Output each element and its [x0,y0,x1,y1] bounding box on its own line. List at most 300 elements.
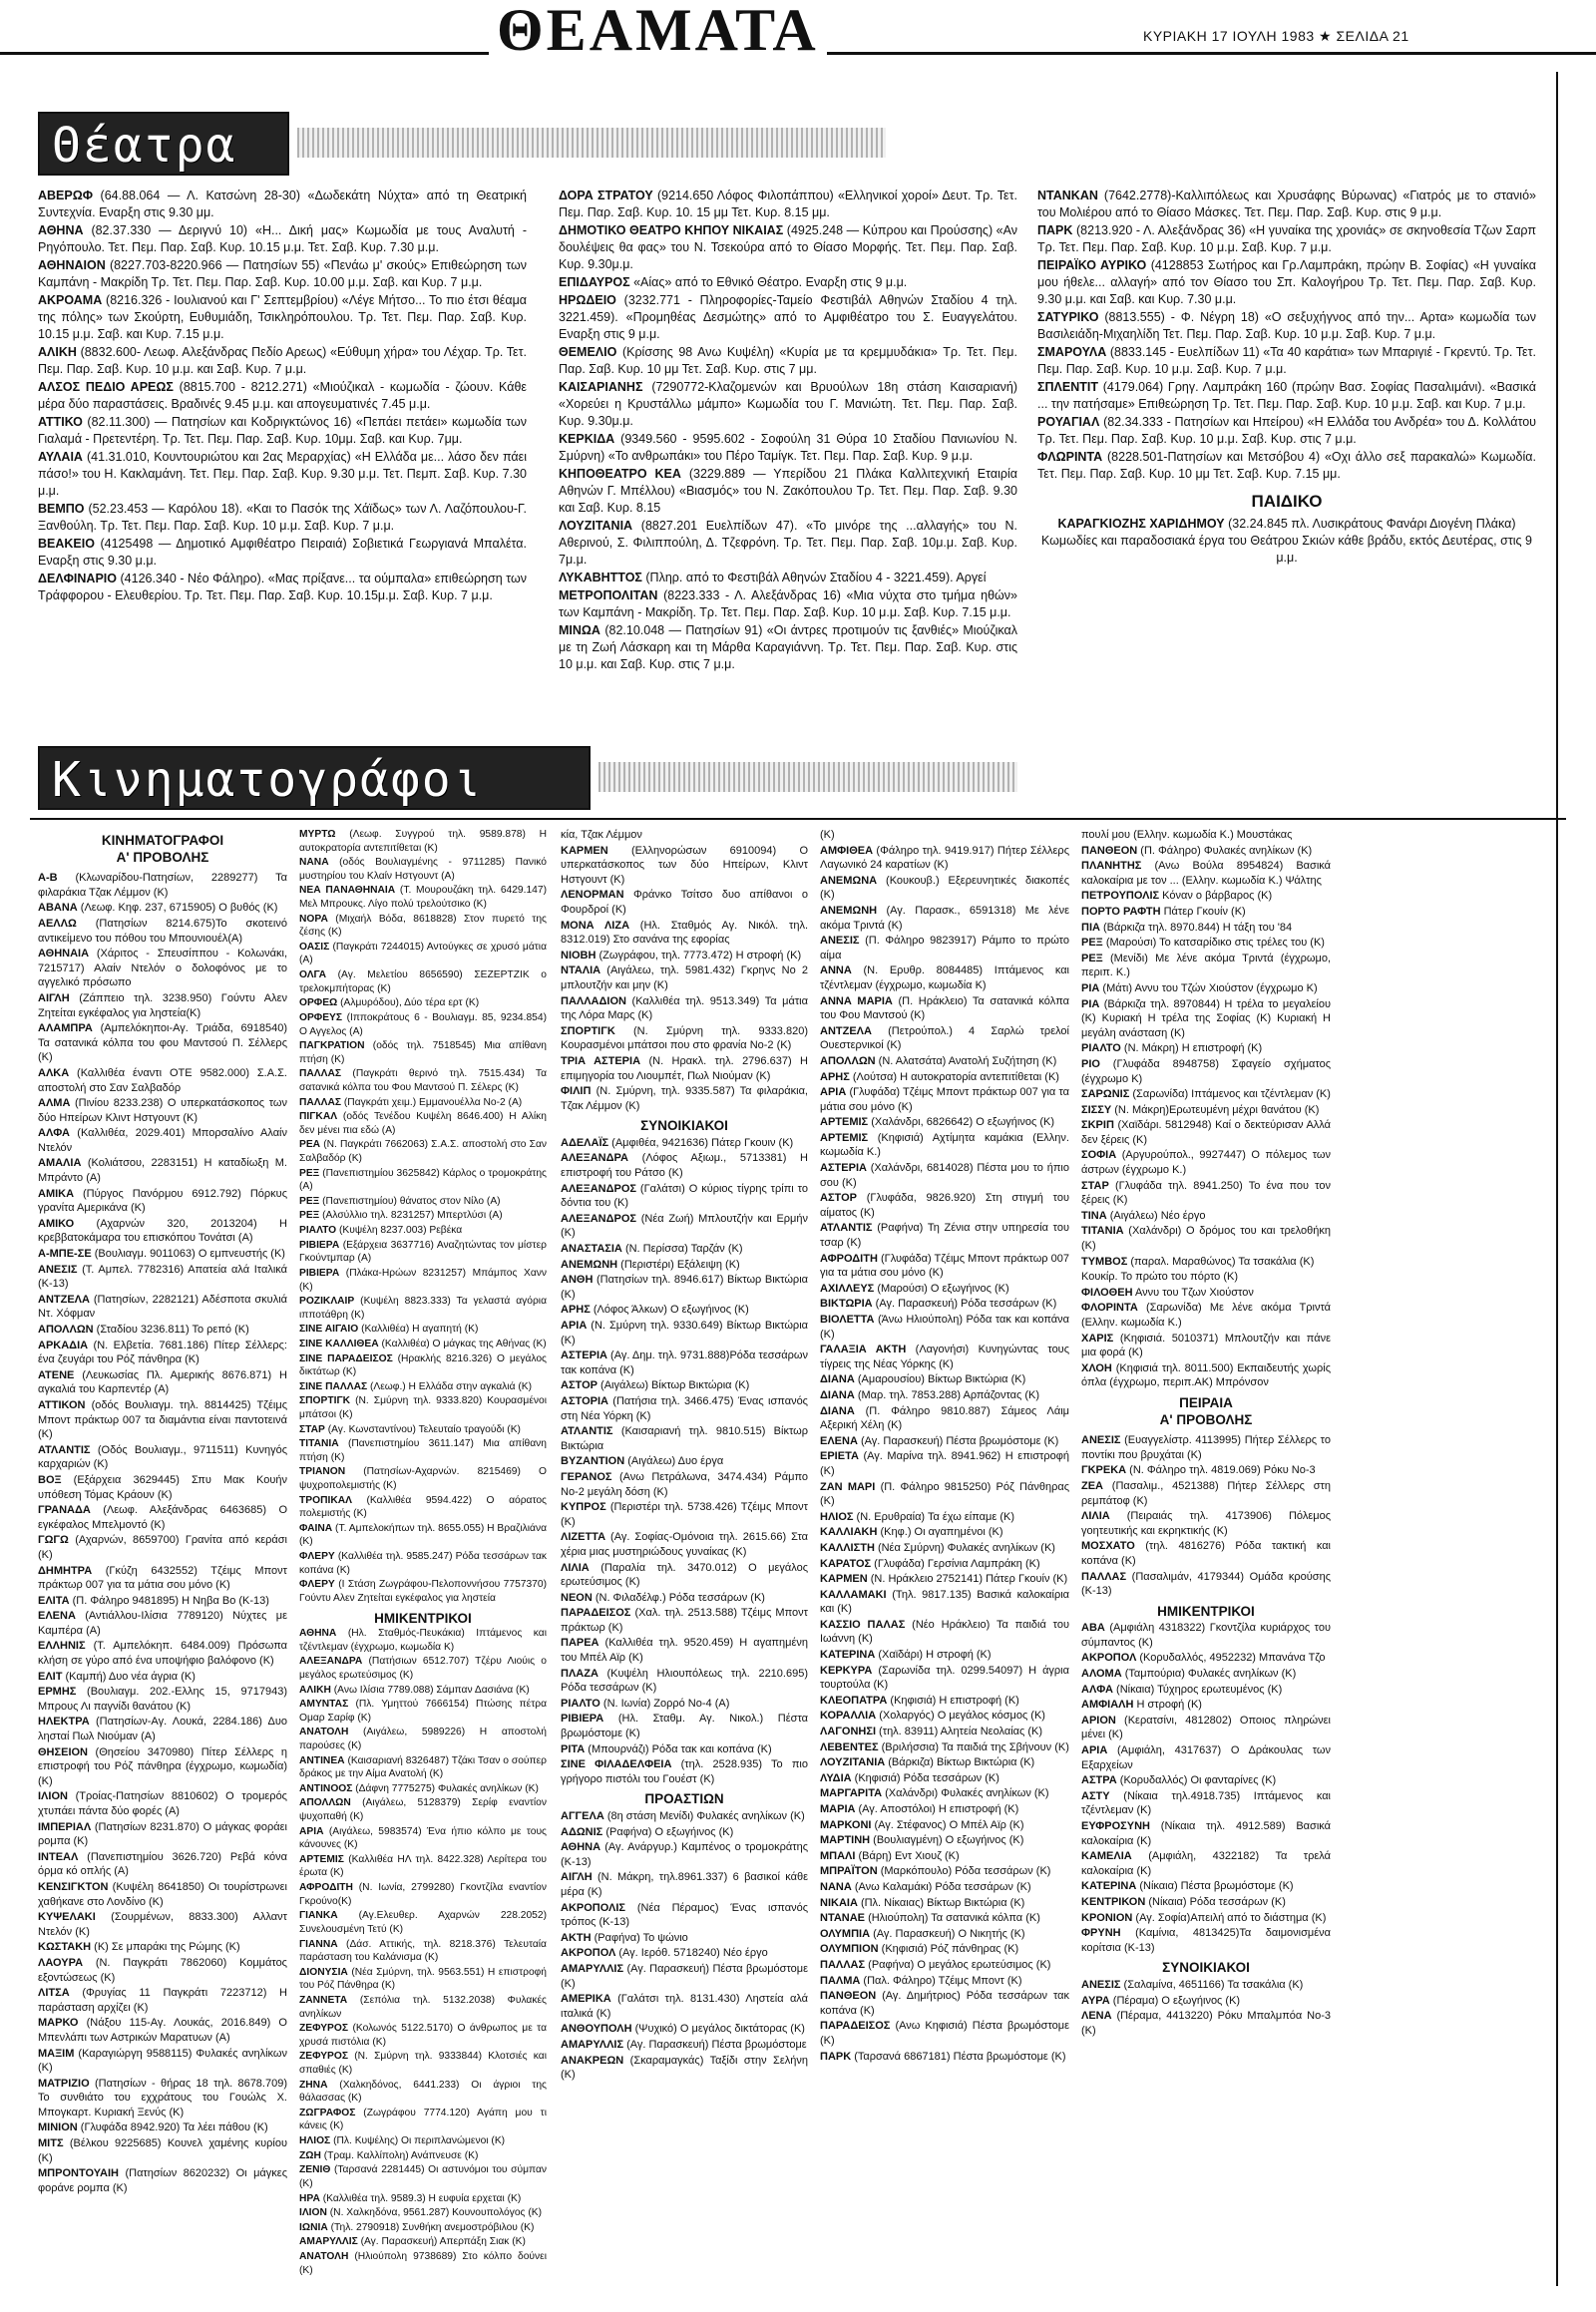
listing-details: (Αμφιάλη, 4317637) Ο Δράκουλας των Εξαρχείων [1081,1744,1331,1771]
venue-name: ΚΑΛΛΑΜΑΚΙ [820,1588,887,1601]
listing-entry [820,1221,1069,1250]
listing-details: (Πλ. Κυψέλης) Οι περιπλανώμενοι (Κ) [330,2135,506,2147]
listing-details: (Ελληνορώσων 6910094) Ο υπερκατάσκοπος των δύο Ηπείρων, Κλιντ Ηστγουντ (Κ) [561,844,808,886]
listing-entry [820,2050,1069,2065]
listing-details: (Κρίσσης 98 Ανω Κυψέλη) «Κυρία με τα κρεμμυδάκια» Τρ. Τετ. Πεμ. Παρ. Σαβ. Κυρ. 10 μμ Τετ. Σαβ. Κυρ. στις 7 μμ. [559,345,1017,376]
venue-name: ΦΙΛΙΠ [561,1085,592,1098]
listing-entry [299,1239,547,1266]
listing-details: (Ν. Μάκρη)Ερωτευμένη μέχρι θανάτου (Κ) [1111,1103,1320,1116]
venue-name: ΓΡΑΝΑΔΑ [38,1504,91,1517]
venue-name: ΑΡΙΑ [299,1825,324,1837]
listing-entry [561,1962,808,1991]
venue-name: ΑΣΤΟΡ [561,1379,598,1392]
venue-name: ΣΟΦΙΑ [1081,1149,1117,1162]
listing-entry [1037,222,1536,256]
venue-name: ΑΡΙΟΝ [1081,1714,1116,1727]
listing-details: (Νίκαια) Ρόδα τεσσάρων (Κ) [1145,1895,1286,1908]
listing-entry [299,1938,547,1965]
listing-details: (Ν. Ερυθρ. 8084485) Ιπτάμενος και τζέντλεμαν (έγχρωμο, κωμωδία Κ) [820,964,1069,991]
venue-name: ΝΕΑ ΠΑΝΑΘΗΝΑΙΑ [299,885,396,897]
venue-name: ΚΩΣΤΑΚΗ [38,1941,92,1954]
listing-details: (Αγ. Δημ. τηλ. 9731.888)Ρόδα τεσσάρων τακ κοπάνα (Κ) [561,1349,808,1376]
venue-name: ΑΛΣΟΣ ΠΕΔΙΟ ΑΡΕΩΣ [38,380,174,394]
listing-entry [820,1343,1069,1371]
listing-details: (Καλλιθέα 9594.422) Ο αόρατος πολεμιστής (Κ) [299,1494,547,1520]
listing-details: (Γλυφάδα 8948758) Σφαγείο σχήματος (έγχρωμο Κ) [1081,1057,1331,1085]
listing-details: (Πατήσια τηλ. 3466.475) Ένας ισπανός στη Νέα Υόρκη (Κ) [561,1394,808,1422]
listing-details: (Ανω Κηφισιά) Πέστα βρωμόστομε (Κ) [820,2020,1069,2047]
listing-details: «Αίας» από το Εθνικό Θέατρο. Εναρξη στις 9 μ.μ. [629,275,908,289]
listing-entry [1081,1270,1331,1285]
listing-entry [299,996,547,1010]
listing-details: (τηλ. 4816276) Ρόδα τακτική και κοπάνα (Κ) [1081,1540,1331,1567]
listing-entry [1081,889,1331,904]
venue-name: ΛΑΟΥΡΑ [38,1956,84,1969]
listing-details: (Χαλκηδόνος, 6441.233) Οι άγριοι της θάλασσας (Κ) [299,2079,547,2105]
venue-name: ΜΟΝΑ ΛΙΖΑ [561,919,630,932]
listing-entry [820,1664,1069,1693]
listing-details: (Αγ. Παρασκευή) Απερπάξη Σιακ (Κ) [357,2236,526,2248]
listing-details: (7290772-Κλαζομενών και Βρυούλων 18η στάση Καισαριανή) «Χορεύει η Κρυστάλλω μάμπο» Κωμωδία του Γ. Μανιώτη. Τετ. Πεμ. Παρ. Σαβ. Κυρ. 9.30μ.μ. [559,380,1017,428]
listing-details: (Σαρωνίδα τηλ. 0299.54097) Η άγρια τουρτούλα (Κ) [820,1664,1069,1692]
listing-entry [561,1500,808,1529]
listing-details: (Παραλία τηλ. 3470.012) Ο μεγάλος ερωτεύσιμος (Κ) [561,1561,808,1589]
listing-entry [299,913,547,940]
venue-name: ΑΝΑΣΤΑΣΙΑ [561,1243,622,1256]
listing-details: (Ν. Παγκράτι 7862060) Κομμάτος εξοντώσεως (Κ) [38,1956,287,1984]
listing-entry [561,1212,808,1241]
venue-name: ΟΛΓΑ [299,969,326,981]
venue-name: ΔΙΑΝΑ [820,1404,855,1417]
listing-entry [820,1709,1069,1724]
venue-name: ΑΘΗΝΑΙΑ [38,948,90,961]
listing-entry [561,1636,808,1665]
listing-entry [299,1881,547,1908]
listing-entry [1081,2009,1331,2038]
listing-details: (Πλάκα-Ηρώων 8231257) Μπάμπος Χανν (Κ) [299,1267,547,1293]
listing-entry [820,1388,1069,1403]
listing-details: (Τ. Αμπελόκηπ. 6484.009) Πρόσωπα κλήση σε γύρο από ένα υποψήφιο βαλόφονο (Κ) [38,1640,287,1668]
listing-details: (3232.771 - Πληροφορίες-Ταμείο Φεστιβάλ Αθηνών Σταδίου 4 τηλ. 3221.459). «Προμηθέας Δεσμώτης» από το Αμφιθέατρο του Σ. Ευαγγελάτου. Εναρξη στις 9 μ.μ. [559,293,1017,341]
venue-name: ΑΛΦΑ [1081,1683,1113,1696]
venue-name: ΡΙΟ [1081,1057,1100,1070]
listing-details: (Γλυφάδα 8942.920) Τα λέει πάθου (Κ) [77,2121,268,2134]
venue-name: ΕΡΙΕΤΑ [820,1450,859,1463]
listing-entry [38,1443,287,1472]
listing-details: (Τ. Μουρουζάκη τηλ. 6429.147) Μελ Μπρουκς. Λίγο πολύ τρελούτσικο (Κ) [299,885,547,911]
listing-entry [299,1796,547,1823]
listing-details: (Παγκράτι θερινό τηλ. 7515.434) Τα σατανικά κόλπα του Φου Μαντσού Π. Σέλερς (Κ) [299,1068,547,1093]
listing-details: (Πατησίων 8620232) Οι μάγκες φοράνε ρομπα (Κ) [38,2167,287,2194]
listing-details: (Καμπή) Δυο νέα άγρια (Κ) [62,1670,196,1683]
listing-details: (8η στάση Μενίδι) Φυλακές ανηλίκων (Κ) [603,1810,805,1822]
listing-entry [38,1850,287,1879]
listing-details: (Ηλ. Σταθμός-Πευκάκια) Ιπτάμενος και τζέντλεμαν (έγχρωμο, κωμωδία Κ) [299,1628,547,1653]
venue-name: ΚΗΠΟΘΕΑΤΡΟ ΚΕΑ [559,467,681,481]
listing-details: (Νέα Ζωή) Μπλουτζήν και Ερμήν (Κ) [561,1212,808,1240]
listing-entry [820,1510,1069,1525]
venue-name: ΜΙΝΩΑ [559,623,600,637]
listing-details: (Λεωφ.) Η Ελλάδα στην αγκαλιά (Κ) [367,1380,533,1392]
venue-name: ΑΚΡΟΑΜΑ [38,293,103,307]
venue-name: ΑΤΕΝΕ [38,1368,75,1381]
venue-name: ΚΑΣΣΙΟ ΠΑΛΑΣ [820,1618,906,1631]
venue-name: ΑΓΓΕΛΑ [561,1810,604,1822]
listing-entry [38,571,527,604]
listing-entry [559,622,1017,673]
venue-name: ΑΝΤΖΕΛΑ [820,1024,872,1037]
listing-details: (Κολιάτσου, 2283151) Η καταδίωξη Μ. Μπράντο (Α) [38,1157,287,1185]
listing-details: (Εξάρχεια 3637716) Αναζητώντας τον μίστερ Γκούντμπαρ (Α) [299,1239,547,1265]
listing-details: (Αγ. Παρασκ., 6591318) Με λένε ακόμα Τριντά (Κ) [820,904,1069,932]
venue-name: ΣΙΝΕ ΦΙΛΑΔΕΛΦΕΙΑ [561,1758,672,1771]
venue-name: ΚΑΡΜΕΝ [561,844,608,857]
listing-entry [38,379,527,413]
section-heading: ΣΥΝΟΙΚΙΑΚΟΙ [1162,1960,1250,1976]
venue-name: ΡΕΞ [1081,937,1103,950]
listing-entry [38,501,527,535]
listing-entry [820,1740,1069,1755]
venue-name: ΔΗΜΟΤΙΚΟ ΘΕΑΤΡΟ ΚΗΠΟΥ ΝΙΚΑΙΑΣ [559,223,784,237]
listing-details: (Πανεπιστημίου 3626.720) Ρεβά κόνα όρμα κό οπλής (Α) [38,1850,287,1878]
venue-name: ΚΟΡΑΛΛΙΑ [820,1710,877,1723]
venue-name: ΑΜΑΡΥΛΛΙΣ [561,1962,624,1975]
listing-entry [820,1725,1069,1739]
banner-halftone [297,128,886,158]
venue-name: ΚΕΡΚΙΔΑ [559,432,615,446]
venue-name: ΑΦΡΟΔΙΤΗ [299,1882,353,1894]
venue-name: ΣΠΟΡΤΙΓΚ [299,1395,351,1407]
listing-details: (4179.064) Γρηγ. Λαμπράκη 160 (πρώην Βασ. Σοφίας Πασαλιμάνι). «Βασικά ... την πατήσαμε» Επιθεώρηση Τρ. Τετ. Πεμ. Παρ. Σαβ. Κυρ. 10 μ.μ. Σαβ. και Κυρ. 7 μ.μ. [1037,380,1536,411]
listing-details: (Κ) [820,829,835,841]
venue-name: ΔΗΜΗΤΡΑ [38,1564,93,1577]
listing-details: (Πανεπιστημίου 3611.147) Μια απίθανη πτήση (Κ) [299,1438,547,1463]
venue-name: ΠΑΛΛΑΣ [1081,1570,1127,1583]
venue-name: ΜΑΤΡΙΖΙΟ [38,2077,90,2090]
listing-details: (Αγ. Δημήτριος) Ρόδα τεσσάρων τακ κοπάνα (Κ) [820,1990,1069,2017]
venue-name: ΖΩΓΡΑΦΟΣ [299,2107,356,2119]
listing-entry [559,292,1017,343]
listing-entry [38,2047,287,2076]
listing-details: (Βάρη) Εντ Χιουζ (Κ) [855,1849,960,1862]
venue-name: ΡΙΤΑ [561,1742,586,1755]
listing-details: (Λόφος Αξιωμ., 5713381) Η επιστροφή του Ράτσο (Κ) [561,1152,808,1180]
listing-entry [299,1167,547,1194]
venue-name: ΖΗΝΑ [299,2079,328,2091]
listing-details: (Αιγάλεω, 5989226) Η αποστολή παρούσες (Κ) [299,1727,547,1751]
listing-details: (Ν. Φιλαδέλφ.) Ρόδα τεσσάρων (Κ) [592,1591,765,1604]
venue-name: ΑΛΚΑ [38,1066,70,1079]
venue-name: ΑΒΕΡΩΦ [38,189,94,202]
listing-entry [1081,1789,1331,1818]
listing-entry [820,1557,1069,1572]
listing-entry [1081,1224,1331,1253]
listing-details: (82.10.048 — Πατησίων 91) «Οι άντρες προτιμούν τις ξανθιές» Μιούζικαλ με τη Ζωή Λάσκαρη και τη Μάρθα Καραγιάννη. Τρ. Τετ. Πεμ. Παρ. Σαβ. Κυρ. στις 10 μ.μ. και Σαβ. Κυρ. στις 7 μ.μ. [559,623,1017,671]
listing-details: (Κουκουβ.) Εξερευνητικές διακοπές (Κ) [820,874,1069,902]
venue-name: ΜΠΑΛΙ [820,1849,856,1862]
listing-entry [299,1825,547,1852]
listing-entry [38,1503,287,1532]
listing-entry [38,901,287,916]
venue-name: ΑΝΑΚΡΕΩΝ [561,2054,624,2067]
venue-name: ΠΑΛΜΑ [820,1974,861,1987]
listing-entry [561,1470,808,1499]
listing-details: (Καλλιθέα τηλ. 9513.349) Τα μάτια της Λόρα Μαρς (Κ) [561,994,808,1022]
listing-entry [559,379,1017,430]
listing-entry [820,1313,1069,1342]
listing-entry [1081,1539,1331,1568]
listing-entry [299,2250,547,2277]
listing-entry [299,828,547,855]
venue-name: ΟΑΣΙΣ [299,941,330,953]
listing-details: (Κηφισιά) Αχτίμητα καμάκια (Ελλην. κωμωδία Κ.) [820,1131,1069,1159]
venue-name: ΛΑΓΟΝΗΣΙ [820,1726,876,1738]
listing-details: (Πατησίων-Αχαρνών. 8215469) Ο ψυχροπολεμιστής (Κ) [299,1466,547,1492]
venue-name: ΝΙΟΒΗ [561,949,597,962]
venue-name: ΚΥΨΕΛΑΚΙ [38,1911,96,1924]
listing-details: (Καραγιώργη 9588115) Φυλακές ανηλίκων (Κ) [38,2047,287,2075]
venue-name: ΜΑΡΤΙΝΗ [820,1834,871,1847]
listing-details: (Π. Φάληρο 9810.887) Σάμεος Λάιμ Αξερική Χέλη (Κ) [820,1404,1069,1432]
listing-details: (Άνω Ηλιούπολη) Ρόδα τακ και κοπάνα (Κ) [820,1314,1069,1341]
listing-entry [299,1096,547,1110]
listing-entry [299,968,547,995]
venue-name: ΑΘΗΝΑΙΟΝ [38,258,106,272]
listing-entry [1081,1301,1331,1330]
venue-name: ΑΝΑΤΟΛΗ [299,1727,349,1738]
venue-name: ΜΑΡΚΟ [38,2017,79,2030]
listing-entry [820,1085,1069,1114]
listing-entry [299,1224,547,1238]
venue-name: ΖΕΝΙΘ [299,2164,331,2176]
listing-entry [38,991,287,1020]
listing-details: (Βουλιαγμένη) Ο εξωγήινος (Κ) [870,1834,1024,1847]
venue-name: ΑΤΛΑΝΤΙΣ [561,1425,613,1438]
venue-name: ΓΚΡΕΚΑ [1081,1464,1127,1477]
venue-name: ΕΛΙΤΑ [38,1594,70,1607]
venue-name: ΑΦΡΟΔΙΤΗ [820,1252,878,1265]
venue-name: ΟΛΥΜΠΙΟΝ [820,1943,879,1956]
listing-entry [820,1404,1069,1433]
listing-details: (Αγ. Παρασκευή) Ρόδα τεσσάρων (Κ) [872,1298,1057,1311]
listing-entry [38,1156,287,1185]
listing-details: (Σεπόλια τηλ. 5132.2038) Φυλακές ανηλίκων [299,1994,547,2020]
venue-name: ΑΤΛΑΝΤΙΣ [820,1222,873,1235]
listing-entry [561,1084,808,1113]
listing-details: πουλί μου (Ελλην. κωμωδία Κ.) Μουστάκας [1081,829,1293,841]
venue-name: ΚΑΤΕΡΙΝΑ [820,1649,876,1662]
venue-name: ΛΕΝΑ [1081,2010,1112,2023]
listing-entry [820,1131,1069,1160]
listing-entry [1081,905,1331,920]
listing-entry [561,828,808,843]
listing-entry [299,1267,547,1294]
listing-entry [561,1667,808,1696]
listing-entry [559,570,1017,586]
listing-entry [1081,1255,1331,1270]
listing-entry [299,1684,547,1698]
venue-name: ΠΑΝΘΕΟΝ [1081,844,1138,857]
listing-entry [1081,1118,1331,1147]
listing-details: (Πατησίων - θήρας 18 τηλ. 8678.709) Το συνθιάτο του εχχράτους του Γουώλς Χ. Μπογκαρτ. Κυριακή Ξενύς (Κ) [38,2077,287,2119]
venue-name: ΡΕΞ [299,1210,320,1222]
banner-halftone [598,762,1017,792]
venue-name: ΡΙΒΙΕΡΑ [561,1713,604,1726]
listing-details: (Νέα Σμύρνη) Φυλακές ανηλίκων (Κ) [874,1541,1055,1554]
venue-name: ΛΥΚΑΒΗΤΤΟΣ [559,571,642,584]
listing-entry [38,947,287,990]
venue-name: ΕΠΙΔΑΥΡΟΣ [559,275,630,289]
venue-name: ΑΝΘΗ [561,1274,594,1287]
venue-name: ΑΡΤΕΜΙΣ [820,1116,869,1129]
venue-name: ΡΕΞ [1081,952,1103,964]
listing-entry [1081,1994,1331,2009]
listing-entry [1081,828,1331,843]
listing-entry [299,884,547,911]
listing-entry [299,1550,547,1577]
listing-entry [38,1639,287,1668]
listing-entry [38,2166,287,2195]
listing-details: (Ψυχικό) Ο μεγάλος δικτάτορας (Κ) [631,2023,805,2036]
listing-details: (Καλλιθέα τηλ. 9520.459) Η αγαπημένη του Μπέλ Αϊρ (Κ) [561,1637,808,1665]
venue-name: ΗΛΙΟΣ [299,2135,331,2147]
venue-name: ΔΙΑΝΑ [820,1373,855,1386]
listing-entry [299,1295,547,1322]
venue-name: ΠΑΡΚ [1037,223,1073,237]
theatre-column-3 [1037,188,1536,568]
listing-details: (Ν. Μάκρη) Η επιστροφή (Κ) [1120,1042,1263,1055]
listing-entry [559,274,1017,291]
listing-details: (οδός Βουλιαγμένης - 9711285) Πανικό μυστηρίου του Κλαίν Ηστγουντ (Α) [299,857,547,882]
listing-entry [820,1054,1069,1069]
venue-name: ΑΡΤΕΜΙΣ [299,1853,344,1865]
venue-name: ΑΡΚΑΔΙΑ [38,1339,89,1351]
section-heading: Α' ΠΡΟΒΟΛΗΣ [116,849,209,865]
listing-entry [561,1024,808,1053]
listing-entry [299,1627,547,1654]
venue-name: ΠΑΛΛΑΣ [299,1096,342,1108]
listing-details: (Μενίδι) Με λένε ακόμα Τριντά (έγχρωμο, περιπ. Κ.) [1081,952,1331,979]
venue-name: ΣΙΣΣΥ [1081,1103,1112,1116]
listing-entry [1081,1926,1331,1955]
venue-name: ΣΠΟΡΤΙΓΚ [561,1024,615,1037]
venue-name: ΗΡΩΔΕΙΟ [559,293,616,307]
listing-entry [38,188,527,221]
listing-entry [299,1394,547,1421]
listing-details: (Πατησίων 8231.870) Ο μάγκας φοράει ρομπα (Κ) [38,1820,287,1848]
listing-entry [38,1339,287,1367]
listing-entry [299,1138,547,1165]
venue-name: ΛΙΖΕΤΤΑ [561,1531,606,1544]
listing-entry [561,1454,808,1469]
listing-details: (Πασαλιμάν, 4179344) Ομάδα κρούσης (Κ-13) [1081,1570,1331,1598]
venue-name: ΠΑΛΛΑΔΙΟΝ [561,994,626,1007]
listing-details: (Βάρκιζα τηλ. 8970.844) Η τάξη του '84 [1099,921,1293,934]
listing-entry [38,1398,287,1442]
venue-name: ΠΕΙΡΑΪΚΟ ΑΥΡΙΚΟ [1037,258,1147,272]
venue-name: ΝΕΟΝ [561,1591,593,1604]
listing-entry [299,1782,547,1796]
listing-details: Κουκίρ. Το πρώτο του πόρτο (Κ) [1081,1271,1238,1284]
listing-entry [820,1572,1069,1587]
listing-entry [38,917,287,946]
venue-name: Α-Β [38,872,58,885]
venue-name: ΒΕΑΚΕΙΟ [38,537,95,551]
paidiko-details: (32.24.845 πλ. Λυσικράτους Φανάρι Διογένη Πλάκα) Κωμωδίες και παραδοσιακά έργα του Θεάτρου Σκιών κάθε βράδυ, εκτός Δευτέρας, στις 9 μ.μ. [1040,517,1532,565]
venue-name: ΑΚΤΗ [561,1931,592,1944]
theatre-column-1 [38,188,527,605]
listing-entry [820,1694,1069,1709]
newspaper-section-title: ΘΕΑΜΑΤΑ [489,0,827,60]
venue-name: ΙΝΤΕΑΛ [38,1850,79,1863]
listing-details: (οδός Τενέδου Κυψέλη 8646.400) Η Αλίκη δεν μένει πια εδώ (Α) [299,1111,547,1136]
listing-details: (8832.600- Λεωφ. Αλεξάνδρας Πεδίο Αρεως) «Εύθυμη χήρα» του Λέχαρ. Τρ. Τετ. Πεμ. Παρ. Σαβ. Κυρ. 10 μ.μ. και Σαβ. Κυρ. 7 μ.μ. [38,345,527,376]
venue-name: ΑΛΙΚΗ [38,345,77,359]
listing-details: (Ν. Ερυθραία) Τα έχω είπαμε (Κ) [853,1510,1014,1523]
venue-name: ΜΑΡΚΟΝΙ [820,1818,872,1831]
listing-entry [299,1011,547,1038]
venue-name: ΡΙΑ [1081,997,1100,1010]
listing-entry [299,1754,547,1781]
listing-entry [820,1480,1069,1509]
listing-entry [299,2206,547,2220]
listing-entry [38,257,527,291]
section-heading: ΣΥΝΟΙΚΙΑΚΟΙ [640,1118,728,1134]
listing-entry [820,994,1069,1023]
listing-entry [299,1994,547,2021]
venue-name: ΑΜΕΡΙΚΑ [561,1993,611,2006]
listing-entry [820,828,1069,843]
listing-entry [38,1685,287,1714]
listing-details: (Αμπελόκηποι-Αγ. Τριάδα, 6918540) Τα σατανικά κόλπα του φου Μαντσού Π. Σέλλερς (Κ) [38,1022,287,1064]
listing-details: (Ν. Σμύρνη τηλ. 9333.820) Κουρασμένοι μπάτσοι που στο φρανία Νο-2 (Κ) [561,1024,808,1052]
venue-name: ΠΙΓΚΑΛ [299,1111,338,1123]
listing-details: Κόναν ο βάρβαρος (Κ) [1159,890,1273,903]
listing-entry [820,1896,1069,1911]
listing-entry [299,1039,547,1066]
listing-entry [1081,997,1331,1041]
venue-name: ΣΙΝΕ ΠΑΡΑΔΕΙΣΟΣ [299,1352,393,1364]
listing-entry [820,1755,1069,1770]
listing-details: (Δάφνη 7775275) Φυλακές ανηλίκων (Κ) [352,1782,539,1794]
listing-details: (Πανεπιστημίου) θάνατος στον Νίλο (Α) [319,1195,501,1207]
listing-details: (Κορυδαλλός) Οι φανταρίνες (Κ) [1116,1774,1277,1787]
listing-details: (Πέραμα) Ο εξωγήινος (Κ) [1109,1994,1241,2007]
listing-entry [820,934,1069,963]
listing-details: (Γαλάτσι) Ο κύριος τίγρης τρίπι το δόντια του (Κ) [561,1182,808,1210]
venue-name: ΝΤΑΛΙΑ [561,964,601,977]
listing-entry [1081,1879,1331,1894]
venue-name: ΠΛΑΝΗΤΗΣ [1081,860,1142,873]
listing-details: (9214.650 Λόφος Φιλοπάππου) «Ελληνικοί χοροί» Δευτ. Τρ. Τετ. Πεμ. Παρ. Σαβ. Κυρ. 10. 15 μμ Τετ. Κυρ. 8.15 μμ. [559,189,1017,219]
venue-name: ΦΛΩΡΙΝΤΑ [1037,450,1103,464]
listing-entry [299,2107,547,2133]
venue-name: ΦΡΥΝΗ [1081,1927,1121,1940]
paidiko-entry [1037,516,1536,567]
venue-name: ΑΥΛΑΙΑ [38,450,83,464]
listing-details: (Αλμυρόδου), Δύο τέρα ερτ (Κ) [337,997,480,1009]
listing-details: (Τηλ. 2790918) Συνθήκη ανεμοστρόβιλου (Κ) [327,2221,535,2233]
listing-details: (Ν. Σμύρνη τηλ. 9333.820) Κουρασμένοι μπάτσοι (Κ) [299,1395,547,1420]
listing-details: (Γλυφάδα) Τζέιμς Μποντ πράκτωρ 007 για τα μάτια σου μόνο (Κ) [820,1252,1069,1280]
venue-name: ΑΛΟΜΑ [1081,1668,1122,1681]
section-heading: ΗΜΙΚΕΝΤΡΙΚΟΙ [1157,1603,1255,1619]
listing-entry [299,2235,547,2249]
listing-entry [299,2050,547,2077]
venue-name: ΑΤΤΙΚΟΝ [38,1398,86,1411]
listing-details: Φράνκο Τσίτσο δυο απίθανοι ο Φουρδροί (Κ) [561,889,808,916]
venue-name: ΦΙΛΟΘΕΗ [1081,1286,1133,1299]
